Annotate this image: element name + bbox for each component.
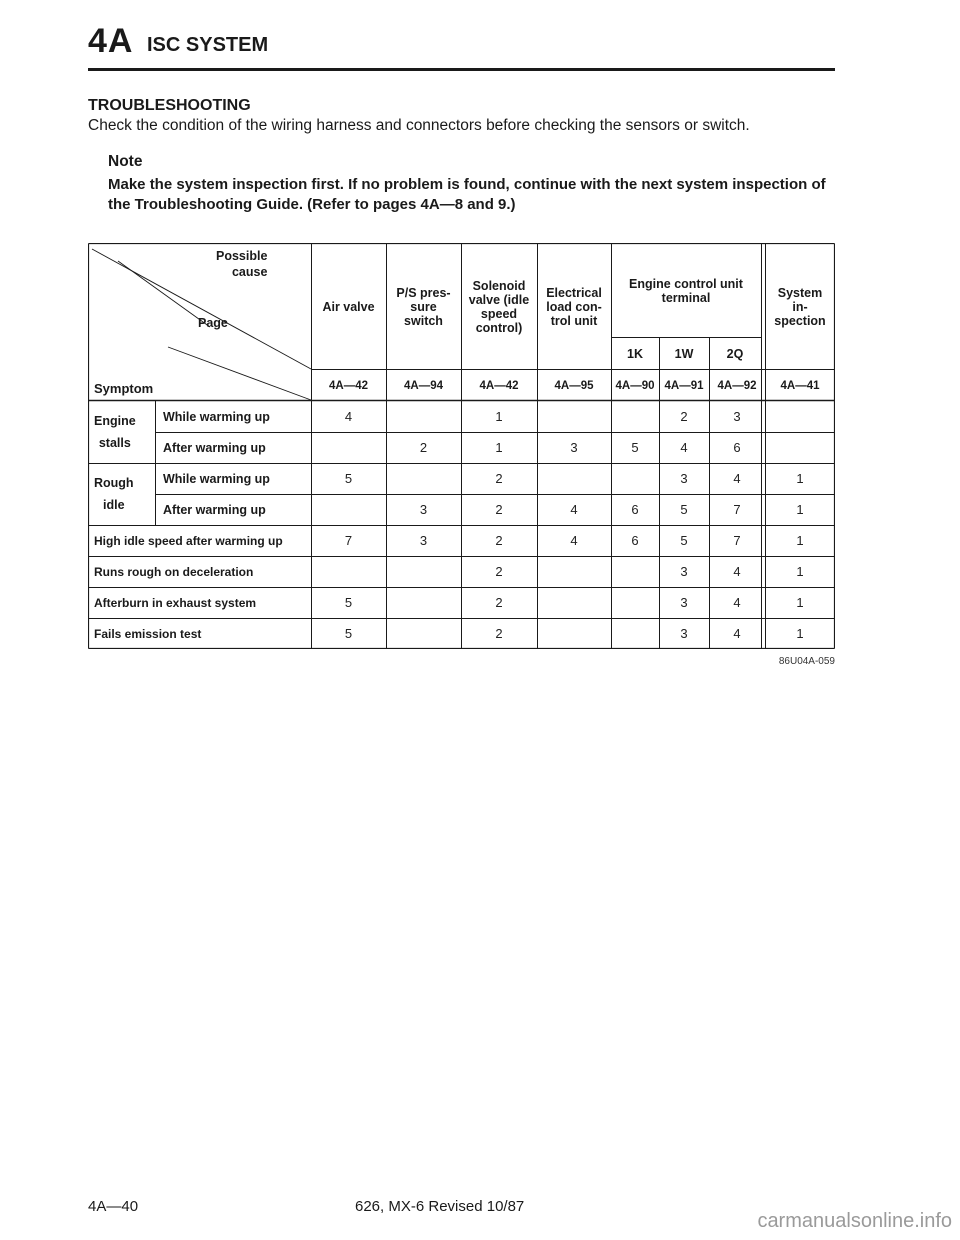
priority-cell-ecu-1k <box>611 463 659 494</box>
priority-cell-solenoid-valve: 2 <box>495 564 503 579</box>
priority-cell-ecu-1k: 6 <box>631 502 639 517</box>
priority-cell-ecu-2q: 3 <box>733 409 741 424</box>
watermark: carmanualsonline.info <box>757 1210 952 1232</box>
priority-cell-electrical-load <box>537 587 611 618</box>
col-header-solenoid-valve: Solenoid valve (idle speed control) <box>468 279 530 335</box>
page-ref-ecu-2q: 4A—92 <box>717 380 757 392</box>
col-header-air-valve: Air valve <box>322 300 375 314</box>
priority-cell-air-valve: 7 <box>344 533 353 548</box>
priority-cell-ecu-2q: 4 <box>733 471 741 486</box>
col-header-ecu-1k: 1K <box>627 347 643 361</box>
troubleshooting-heading: TROUBLESHOOTING <box>88 97 251 114</box>
priority-cell-air-valve <box>311 432 386 463</box>
priority-cell-system-inspection: 1 <box>796 533 804 548</box>
priority-cell-ecu-2q: 4 <box>733 595 741 610</box>
col-header-ps-switch: P/S pres- sure switch <box>396 286 451 328</box>
priority-cell-air-valve <box>311 494 386 525</box>
priority-cell-air-valve: 5 <box>344 626 353 641</box>
priority-cell-electrical-load: 4 <box>570 502 578 517</box>
col-header-ecu-1w: 1W <box>674 347 694 361</box>
priority-cell-solenoid-valve: 2 <box>495 626 503 641</box>
priority-cell-ecu-1k <box>611 618 659 649</box>
troubleshooting-body: Check the condition of the wiring harness and connectors before checking the sensors or switch. <box>88 117 750 134</box>
priority-cell-ecu-1k <box>611 587 659 618</box>
priority-cell-system-inspection <box>765 432 835 463</box>
priority-cell-ecu-1k <box>611 556 659 587</box>
corner-label-page: Page <box>198 316 228 330</box>
priority-cell-system-inspection: 1 <box>796 471 804 486</box>
page-ref-ecu-1w: 4A—91 <box>664 380 704 392</box>
corner-diagonal <box>92 249 311 369</box>
priority-cell-ecu-2q: 7 <box>733 502 741 517</box>
priority-cell-solenoid-valve: 2 <box>495 471 503 486</box>
page-ref-system-inspection: 4A—41 <box>780 380 820 392</box>
figure-code: 86U04A-059 <box>778 656 835 667</box>
symptom-group-engine-stalls: Engine stalls <box>94 414 136 450</box>
priority-cell-ecu-1k: 5 <box>631 440 639 455</box>
priority-cell-ps-switch <box>386 556 461 587</box>
priority-cell-ps-switch: 3 <box>419 533 428 548</box>
symptom-label: While warming up <box>163 471 270 486</box>
corner-label-symptom: Symptom <box>94 381 154 396</box>
corner-label-possible-cause: Possible cause <box>216 249 268 279</box>
priority-cell-system-inspection: 1 <box>796 502 804 517</box>
corner-diagonal <box>168 347 311 400</box>
symptom-label: While warming up <box>163 409 270 424</box>
priority-cell-air-valve: 4 <box>344 409 353 424</box>
page-ref-electrical-load: 4A—95 <box>554 380 594 392</box>
section-title: ISC SYSTEM <box>147 34 269 56</box>
symptom-label: After warming up <box>163 502 266 517</box>
priority-cell-ecu-2q: 7 <box>733 533 741 548</box>
priority-cell-electrical-load <box>537 618 611 649</box>
priority-cell-ps-switch <box>386 618 461 649</box>
header-rule <box>88 68 835 71</box>
priority-cell-electrical-load <box>537 556 611 587</box>
priority-cell-air-valve <box>311 556 386 587</box>
priority-cell-solenoid-valve: 2 <box>495 533 503 548</box>
priority-cell-ps-switch <box>386 587 461 618</box>
priority-cell-electrical-load <box>537 401 611 432</box>
symptom-label: After warming up <box>163 440 266 455</box>
priority-cell-electrical-load: 3 <box>570 440 578 455</box>
priority-cell-ecu-1w: 5 <box>680 502 688 517</box>
priority-cell-ecu-1w: 5 <box>680 533 688 548</box>
priority-cell-system-inspection: 1 <box>796 564 804 579</box>
priority-cell-ps-switch <box>386 401 461 432</box>
priority-cell-electrical-load <box>537 463 611 494</box>
priority-cell-ecu-1w: 3 <box>680 471 688 486</box>
priority-cell-ecu-1w: 4 <box>680 440 688 455</box>
priority-cell-system-inspection: 1 <box>796 626 804 641</box>
priority-cell-ecu-1w: 2 <box>680 409 688 424</box>
note-heading: Note <box>108 153 143 170</box>
priority-cell-ecu-1k: 6 <box>631 533 639 548</box>
col-header-ecu-2q: 2Q <box>726 347 744 361</box>
priority-cell-ps-switch: 3 <box>419 502 428 517</box>
priority-cell-ps-switch: 2 <box>419 440 428 455</box>
troubleshooting-table <box>88 243 835 649</box>
col-header-engine-control-unit: Engine control unit terminal <box>629 277 743 305</box>
priority-cell-ecu-1w: 3 <box>680 595 688 610</box>
page-ref-solenoid-valve: 4A—42 <box>479 380 519 392</box>
priority-cell-air-valve: 5 <box>344 471 353 486</box>
symptom-label: Afterburn in exhaust system <box>94 595 257 610</box>
priority-cell-system-inspection <box>765 401 835 432</box>
page-ref-air-valve: 4A—42 <box>329 380 368 392</box>
priority-cell-ecu-1k <box>611 401 659 432</box>
symptom-label: Runs rough on deceleration <box>94 564 254 579</box>
priority-cell-ecu-1w: 3 <box>680 564 688 579</box>
edition-note: 626, MX-6 Revised 10/87 <box>355 1198 525 1215</box>
page-ref-ecu-1k: 4A—90 <box>615 380 655 392</box>
col-header-electrical-load: Electrical load con- trol unit <box>546 286 602 328</box>
priority-cell-ps-switch <box>386 463 461 494</box>
corner-diagonal <box>118 261 210 327</box>
symptom-group-rough-idle: Rough idle <box>94 476 134 512</box>
priority-cell-solenoid-valve: 1 <box>495 409 503 424</box>
priority-cell-solenoid-valve: 2 <box>495 595 503 610</box>
priority-cell-solenoid-valve: 1 <box>495 440 503 455</box>
page-ref-ps-switch: 4A—94 <box>404 380 443 392</box>
priority-cell-ecu-1w: 3 <box>680 626 688 641</box>
symptom-label: High idle speed after warming up <box>94 533 283 548</box>
priority-cell-air-valve: 5 <box>344 595 353 610</box>
section-code: 4A <box>88 22 134 60</box>
priority-cell-system-inspection: 1 <box>796 595 804 610</box>
page-number: 4A—40 <box>88 1198 139 1215</box>
col-header-system-inspection: System in- spection <box>774 286 826 328</box>
priority-cell-ecu-2q: 4 <box>733 564 741 579</box>
symptom-label: Fails emission test <box>94 626 202 641</box>
priority-cell-ecu-2q: 6 <box>733 440 741 455</box>
priority-cell-ecu-2q: 4 <box>733 626 741 641</box>
note-text: Make the system inspection first. If no problem is found, continue with the next system inspection of the Troubleshooting Guide. (Refer to pages 4A—8 and 9.) <box>108 176 826 213</box>
priority-cell-electrical-load: 4 <box>570 533 578 548</box>
priority-cell-solenoid-valve: 2 <box>495 502 503 517</box>
